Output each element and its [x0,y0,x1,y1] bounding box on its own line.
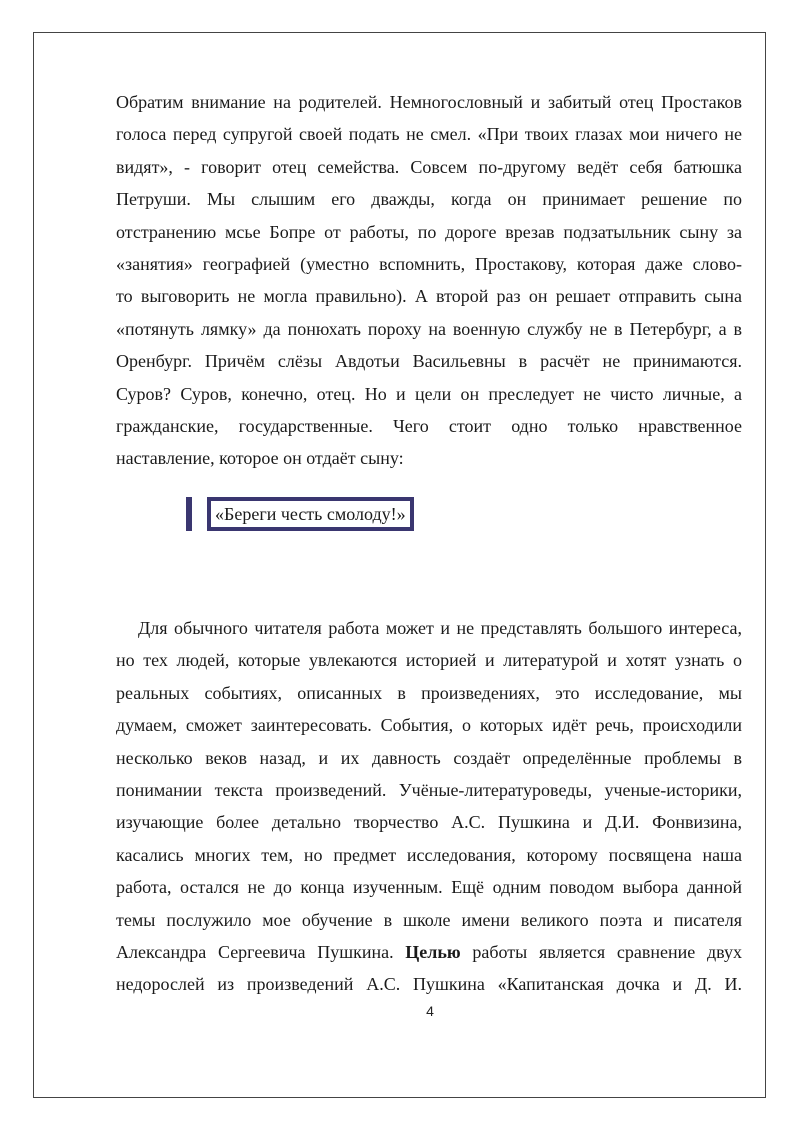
text-line: реальных событиях, описанных в произведениях, это исследование, мы [116,682,742,703]
text-line: но тех людей, которые увлекаются историей и литературой и хотят узнать о [116,650,742,671]
text-line [116,936,742,968]
text-line: темы послужило мое обучение в школе имени великого поэта и писателя [116,909,742,930]
text-line: работа, остался не до конца изученным. Ещё одним поводом выбора данной [116,877,742,898]
text-line: «потянуть лямку» да понюхать пороху на военную службу не в Петербург, а в [116,318,742,339]
paragraph-purpose [116,612,742,1001]
paragraph-parents [116,86,742,475]
page-number: 4 [426,1003,434,1019]
text-line: Обратим внимание на родителей. Немногословный и забитый отец Простаков [116,92,742,112]
text-line: «занятия» географией (уместно вспомнить, Простакову, которая даже слово- [116,253,742,274]
text-line: видят», - говорит отец семейства. Совсем по-другому ведёт себя батюшка [116,156,742,177]
text-line: Для обычного читателя работа может и не представлять большого интереса, [138,618,742,638]
text-segment: Александра Сергеевича Пушкина. [116,941,406,962]
text-line: думаем, сможет заинтересовать. События, о которых идёт речь, происходили [116,715,742,736]
text-line: наставление, которое он отдаёт сыну: [116,448,404,469]
quote-block [186,497,414,531]
text-line: несколько веков назад, и их давность создаёт определённые проблемы в [116,747,742,768]
text-line: недорослей из произведений А.С. Пушкина «Капитанская дочка и Д. И. [116,974,742,995]
quote-bar [186,497,192,531]
text-line: гражданские, государственные. Чего стоит одно только нравственное [116,415,742,436]
text-line: то выговорить не могла правильно). А второй раз он решает отправить сына [116,286,742,307]
text-line: Оренбург. Причём слёзы Авдотьи Васильевны в расчёт не принимаются. [116,351,742,372]
text-line: голоса перед супругой своей подать не смел. «При твоих глазах мои ничего не [116,124,742,145]
text-line: понимании текста произведений. Учёные-литературоведы, ученые-историки, [116,779,742,800]
bold-term-purpose: Целью [405,941,461,962]
text-line: касались многих тем, но предмет исследования, которому посвящена наша [116,844,742,865]
text-line: изучающие более детально творчество А.С. Пушкина и Д.И. Фонвизина, [116,812,742,833]
text-line: отстранению мсье Бопре от работы, по дороге врезав подзатыльник сыну за [116,221,742,242]
text-line: Петруши. Мы слышим его дважды, когда он принимает решение по [116,189,742,210]
text-segment: работы является сравнение двух [460,941,742,962]
text-line: Суров? Суров, конечно, отец. Но и цели он преследует не чисто личные, а [116,383,742,404]
quote-text: «Береги честь смолоду!» [207,497,414,531]
